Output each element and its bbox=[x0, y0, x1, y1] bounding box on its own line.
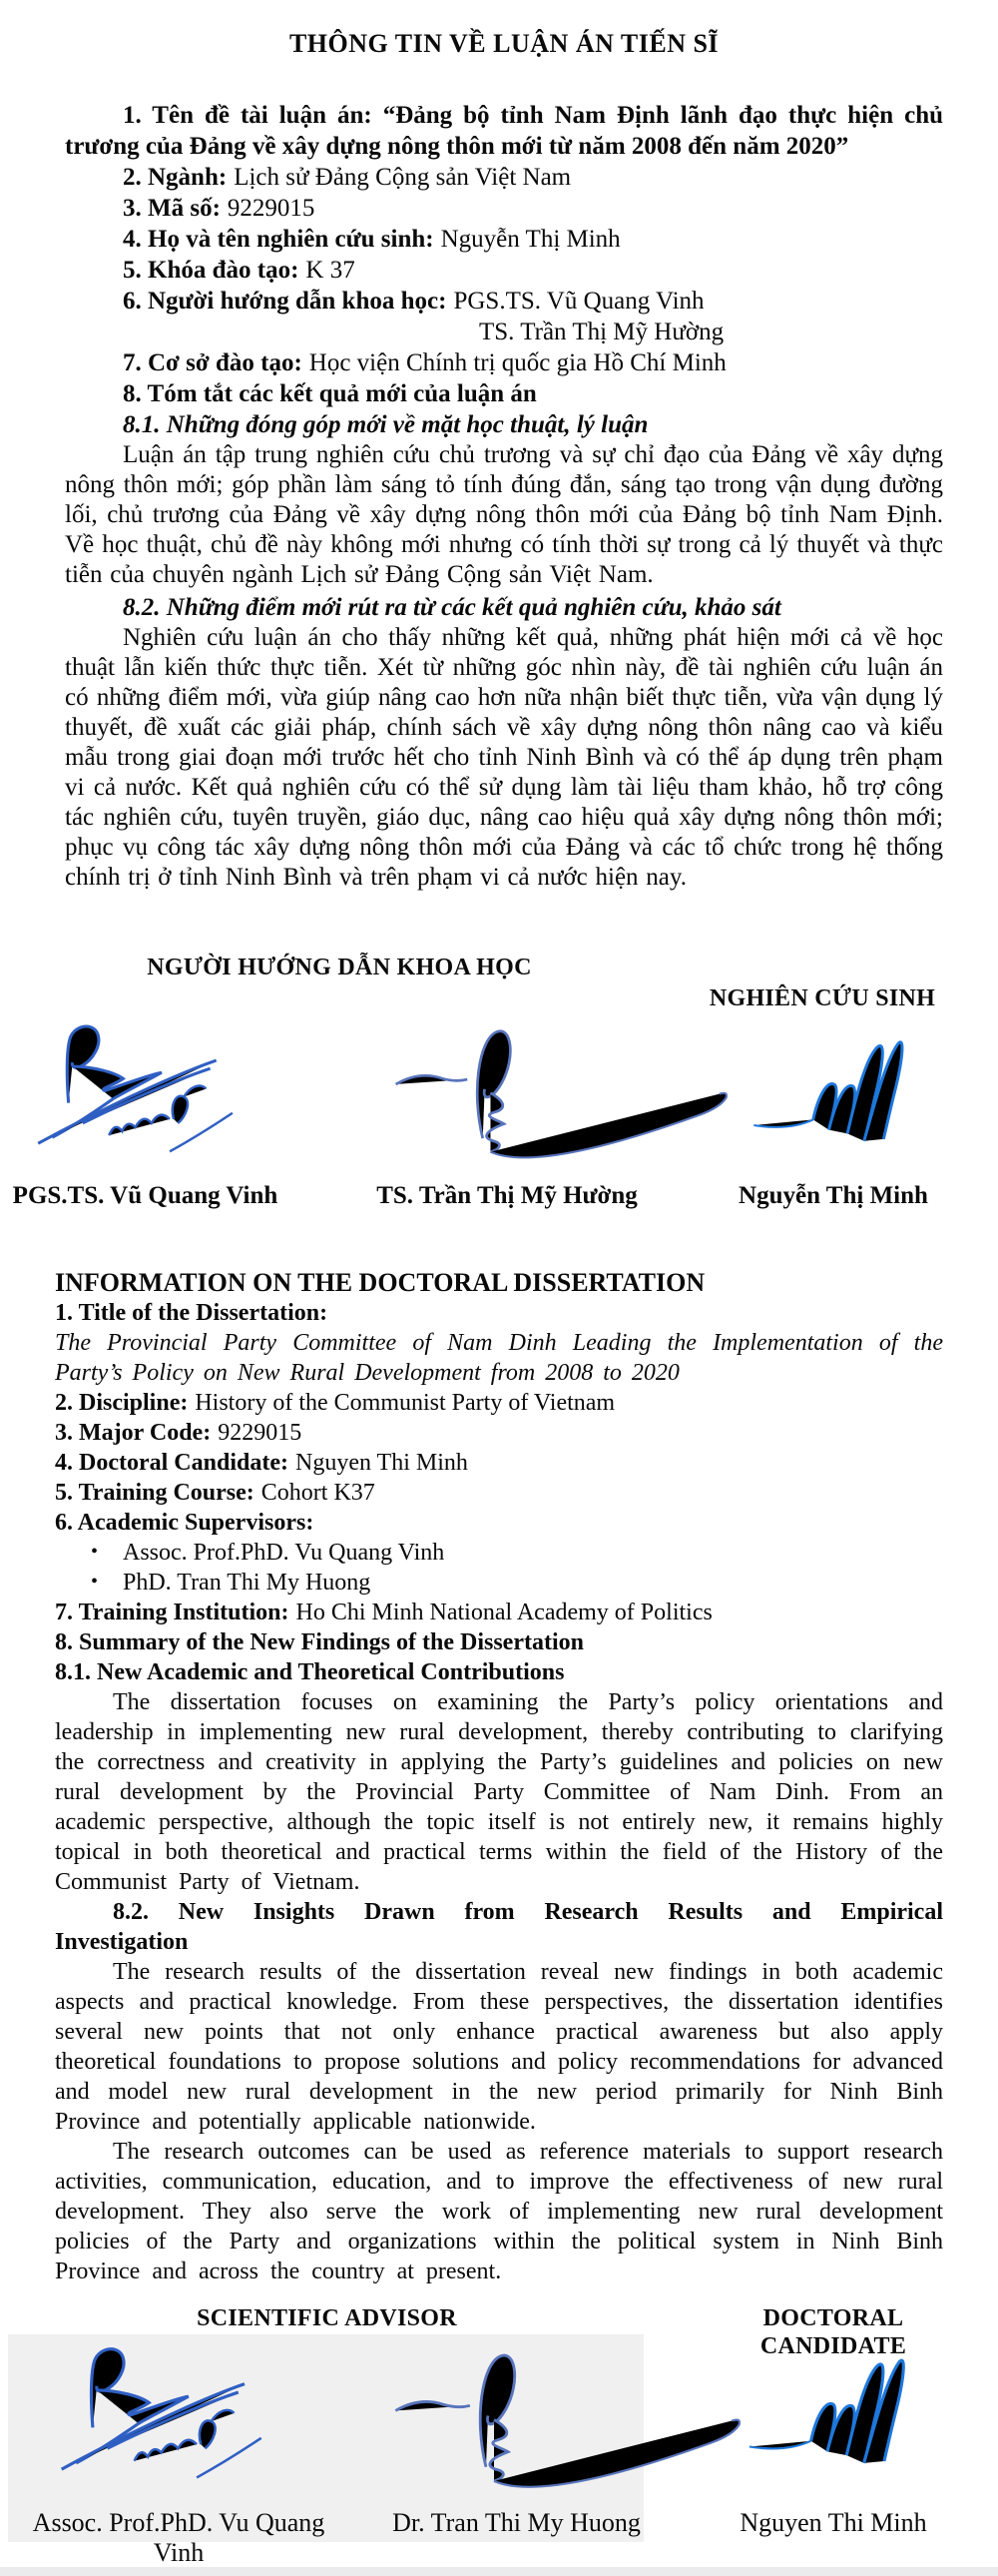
en-supervisor-2-name: PhD. Tran Thi My Huong bbox=[123, 1570, 371, 1596]
en-advisor-header: SCIENTIFIC ADVISOR bbox=[197, 2305, 457, 2331]
en-item3-label: 3. Major Code: bbox=[55, 1420, 212, 1446]
en-candidate-header: DOCTORAL CANDIDATE bbox=[759, 2305, 907, 2359]
en-supervisor-2 bbox=[55, 1568, 943, 1598]
vn-item8: 8. Tóm tắt các kết quả mới của luận án bbox=[123, 380, 537, 407]
vn-item3-label: 3. Mã số: bbox=[123, 195, 221, 222]
en-item5-value: Cohort K37 bbox=[260, 1480, 375, 1506]
vn-item2-value: Lịch sử Đảng Cộng sản Việt Nam bbox=[234, 164, 572, 191]
vn-item5 bbox=[65, 255, 943, 286]
scan-edge-strip bbox=[0, 2567, 998, 2576]
signature-tran-thi-my-huong bbox=[382, 1022, 747, 1172]
vn-item1-line1: 1. Tên đề tài luận án: “Đảng bộ tỉnh Nam Định lãnh đạo thực hiện chủ bbox=[123, 102, 943, 129]
vn-item2 bbox=[65, 162, 943, 193]
vn-item6-supervisor2: TS. Trần Thị Mỹ Hường bbox=[479, 319, 725, 345]
vn-item6-value: PGS.TS. Vũ Quang Vinh bbox=[453, 288, 705, 315]
vn-item7 bbox=[65, 347, 943, 378]
en-item5-label: 5. Training Course: bbox=[55, 1480, 254, 1506]
vn-heading-8-2: 8.2. Những điểm mới rút ra từ các kết quả nghiên cứu, khảo sát bbox=[123, 594, 781, 621]
bullet-icon: • bbox=[91, 1571, 99, 1593]
en-supervisor-1-name: Assoc. Prof.PhD. Vu Quang Vinh bbox=[123, 1540, 445, 1566]
vn-heading-8-1: 8.1. Những đóng góp mới về mặt học thuật, lý luận bbox=[123, 411, 649, 438]
en-heading-8-1: 8.1. New Academic and Theoretical Contributions bbox=[55, 1659, 565, 1685]
vn-item6-label: 6. Người hướng dẫn khoa học: bbox=[123, 288, 447, 315]
en-item5 bbox=[55, 1478, 943, 1508]
vn-item5-value: K 37 bbox=[305, 257, 355, 284]
en-paragraph-8-2b: The research outcomes can be used as reference materials to support research activities, communication, education, and to improve the effectiveness of new rural development. They also serve the work of implementing new rural development policies of the Party and organizations within the political system in Ninh Binh Province and across the country at present. bbox=[55, 2139, 943, 2284]
vn-item7-value: Học viện Chính trị quốc gia Hồ Chí Minh bbox=[308, 349, 727, 376]
vn-advisor-header: NGƯỜI HƯỚNG DẪN KHOA HỌC bbox=[147, 955, 532, 980]
vn-document-title: THÔNG TIN VỀ LUẬN ÁN TIẾN SĨ bbox=[288, 29, 720, 58]
vn-item2-label: 2. Ngành: bbox=[123, 164, 228, 191]
en-item7-value: Ho Chi Minh National Academy of Politics bbox=[295, 1600, 713, 1625]
en-heading-8-2-line1: 8.2. New Insights Drawn from Research Results and Empirical bbox=[113, 1899, 943, 1925]
en-item4-value: Nguyen Thi Minh bbox=[294, 1450, 468, 1476]
vn-item1-line2: trương của Đảng về xây dựng nông thôn mới từ năm 2008 đến năm 2020” bbox=[65, 133, 849, 160]
en-item1-value: The Provincial Party Committee of Nam Dinh Leading the Implementation of the Party’s Policy on New Rural Development from 2008 to 2020 bbox=[55, 1330, 943, 1386]
en-document-title: INFORMATION ON THE DOCTORAL DISSERTATION bbox=[55, 1268, 706, 1297]
signature-vu-quang-vinh bbox=[22, 1020, 240, 1165]
en-item6-label: 6. Academic Supervisors: bbox=[55, 1510, 314, 1536]
signature-vu-quang-vinh bbox=[45, 2342, 268, 2492]
en-item8: 8. Summary of the New Findings of the Dissertation bbox=[55, 1629, 584, 1655]
vn-item4 bbox=[65, 224, 943, 255]
en-item3 bbox=[55, 1418, 943, 1448]
en-item2 bbox=[55, 1388, 943, 1418]
en-paragraph-8-1: The dissertation focuses on examining the Party’s policy orientations and leadership in implementing new rural development, thereby contributing to clarifying the correctness and creativity in applying the Party’s guidelines and policies on new rural development by the Provincial Party Committee of Nam Dinh. From an academic perspective, although the topic itself is not entirely new, it remains highly topical in both theoretical and practical terms within the field of the History of the Communist Party of Vietnam. bbox=[55, 1689, 943, 1895]
vn-item4-label: 4. Họ và tên nghiên cứu sinh: bbox=[123, 226, 434, 253]
vn-advisor1-name: PGS.TS. Vũ Quang Vinh bbox=[12, 1182, 278, 1209]
signature-nguyen-thi-minh bbox=[747, 1034, 938, 1164]
en-advisor1-name: Assoc. Prof.PhD. Vu Quang Vinh bbox=[32, 2508, 325, 2567]
en-item4 bbox=[55, 1448, 943, 1478]
vn-paragraph-8-1: Luận án tập trung nghiên cứu chủ trương và sự chỉ đạo của Đảng về xây dựng nông thôn mới; góp phần làm sáng tỏ tính đúng đắn, sáng tạo trong vận dụng đường lối, chủ trương của Đảng về xây dựng nông thôn mới của Đảng bộ tỉnh Nam Định. Về học thuật, chủ đề này không mới nhưng có tính thời sự trong cả lý thuyết và thực tiễn của chuyên ngành Lịch sử Đảng Cộng sản Việt Nam. bbox=[65, 441, 943, 588]
en-heading-8-2-line2: Investigation bbox=[55, 1929, 189, 1955]
vn-paragraph-8-2: Nghiên cứu luận án cho thấy những kết quả, những phát hiện mới cả về học thuật lẫn kiến thức thực tiễn. Xét từ những góc nhìn này, đề tài nghiên cứu luận án có những điểm mới, vừa giúp nâng cao hơn nữa nhận biết thực tiễn, vừa vận dụng lý thuyết, đề xuất các giải pháp, chính sách về xây dựng nông thôn nâng cao và kiểu mẫu trong giai đoạn mới trước hết cho tỉnh Ninh Bình và có thể áp dụng trên phạm vi cả nước. Kết quả nghiên cứu có thể sử dụng làm tài liệu tham khảo, hỗ trợ công tác nghiên cứu, tuyên truyền, giáo dục, nâng cao hiệu quả xây dựng nông thôn mới; phục vụ công tác xây dựng nông thôn mới của Đảng và các tổ chức trong hệ thống chính trị ở tỉnh Ninh Bình và trên phạm vi cả nước hiện nay. bbox=[65, 624, 943, 891]
en-item7 bbox=[55, 1598, 943, 1627]
vn-item7-label: 7. Cơ sở đào tạo: bbox=[123, 349, 302, 376]
vn-candidate-name: Nguyễn Thị Minh bbox=[739, 1182, 928, 1209]
vietnamese-section bbox=[65, 28, 943, 893]
en-candidate-name: Nguyen Thi Minh bbox=[740, 2508, 927, 2537]
vn-item5-label: 5. Khóa đào tạo: bbox=[123, 257, 299, 284]
signature-tran-thi-my-huong bbox=[387, 2346, 754, 2502]
en-advisor2-name: Dr. Tran Thi My Huong bbox=[392, 2508, 641, 2537]
english-section bbox=[55, 1268, 943, 2286]
vn-candidate-header: NGHIÊN CỨU SINH bbox=[709, 985, 936, 1011]
en-supervisor-1 bbox=[55, 1538, 943, 1568]
vn-item3 bbox=[65, 193, 943, 224]
en-item3-value: 9229015 bbox=[218, 1420, 302, 1446]
vn-item4-value: Nguyễn Thị Minh bbox=[440, 226, 621, 253]
signature-nguyen-thi-minh bbox=[744, 2352, 939, 2487]
vn-item3-value: 9229015 bbox=[227, 195, 315, 222]
en-item4-label: 4. Doctoral Candidate: bbox=[55, 1450, 288, 1476]
en-item2-value: History of the Communist Party of Vietnam bbox=[195, 1390, 616, 1416]
vn-advisor2-name: TS. Trần Thị Mỹ Hường bbox=[376, 1182, 638, 1209]
en-item7-label: 7. Training Institution: bbox=[55, 1600, 289, 1625]
vn-item6 bbox=[65, 286, 943, 317]
en-item1-label: 1. Title of the Dissertation: bbox=[55, 1300, 328, 1326]
en-paragraph-8-2a: The research results of the dissertation reveal new findings in both academic aspects and practical knowledge. From these perspectives, the dissertation identifies several new points that not only enhance practical awareness but also apply theoretical foundations to propose solutions and policy recommendations for advanced and model new rural development in the new period primarily for Ninh Binh Province and potentially applicable nationwide. bbox=[55, 1959, 943, 2135]
bullet-icon: • bbox=[91, 1541, 99, 1563]
en-item2-label: 2. Discipline: bbox=[55, 1390, 189, 1416]
